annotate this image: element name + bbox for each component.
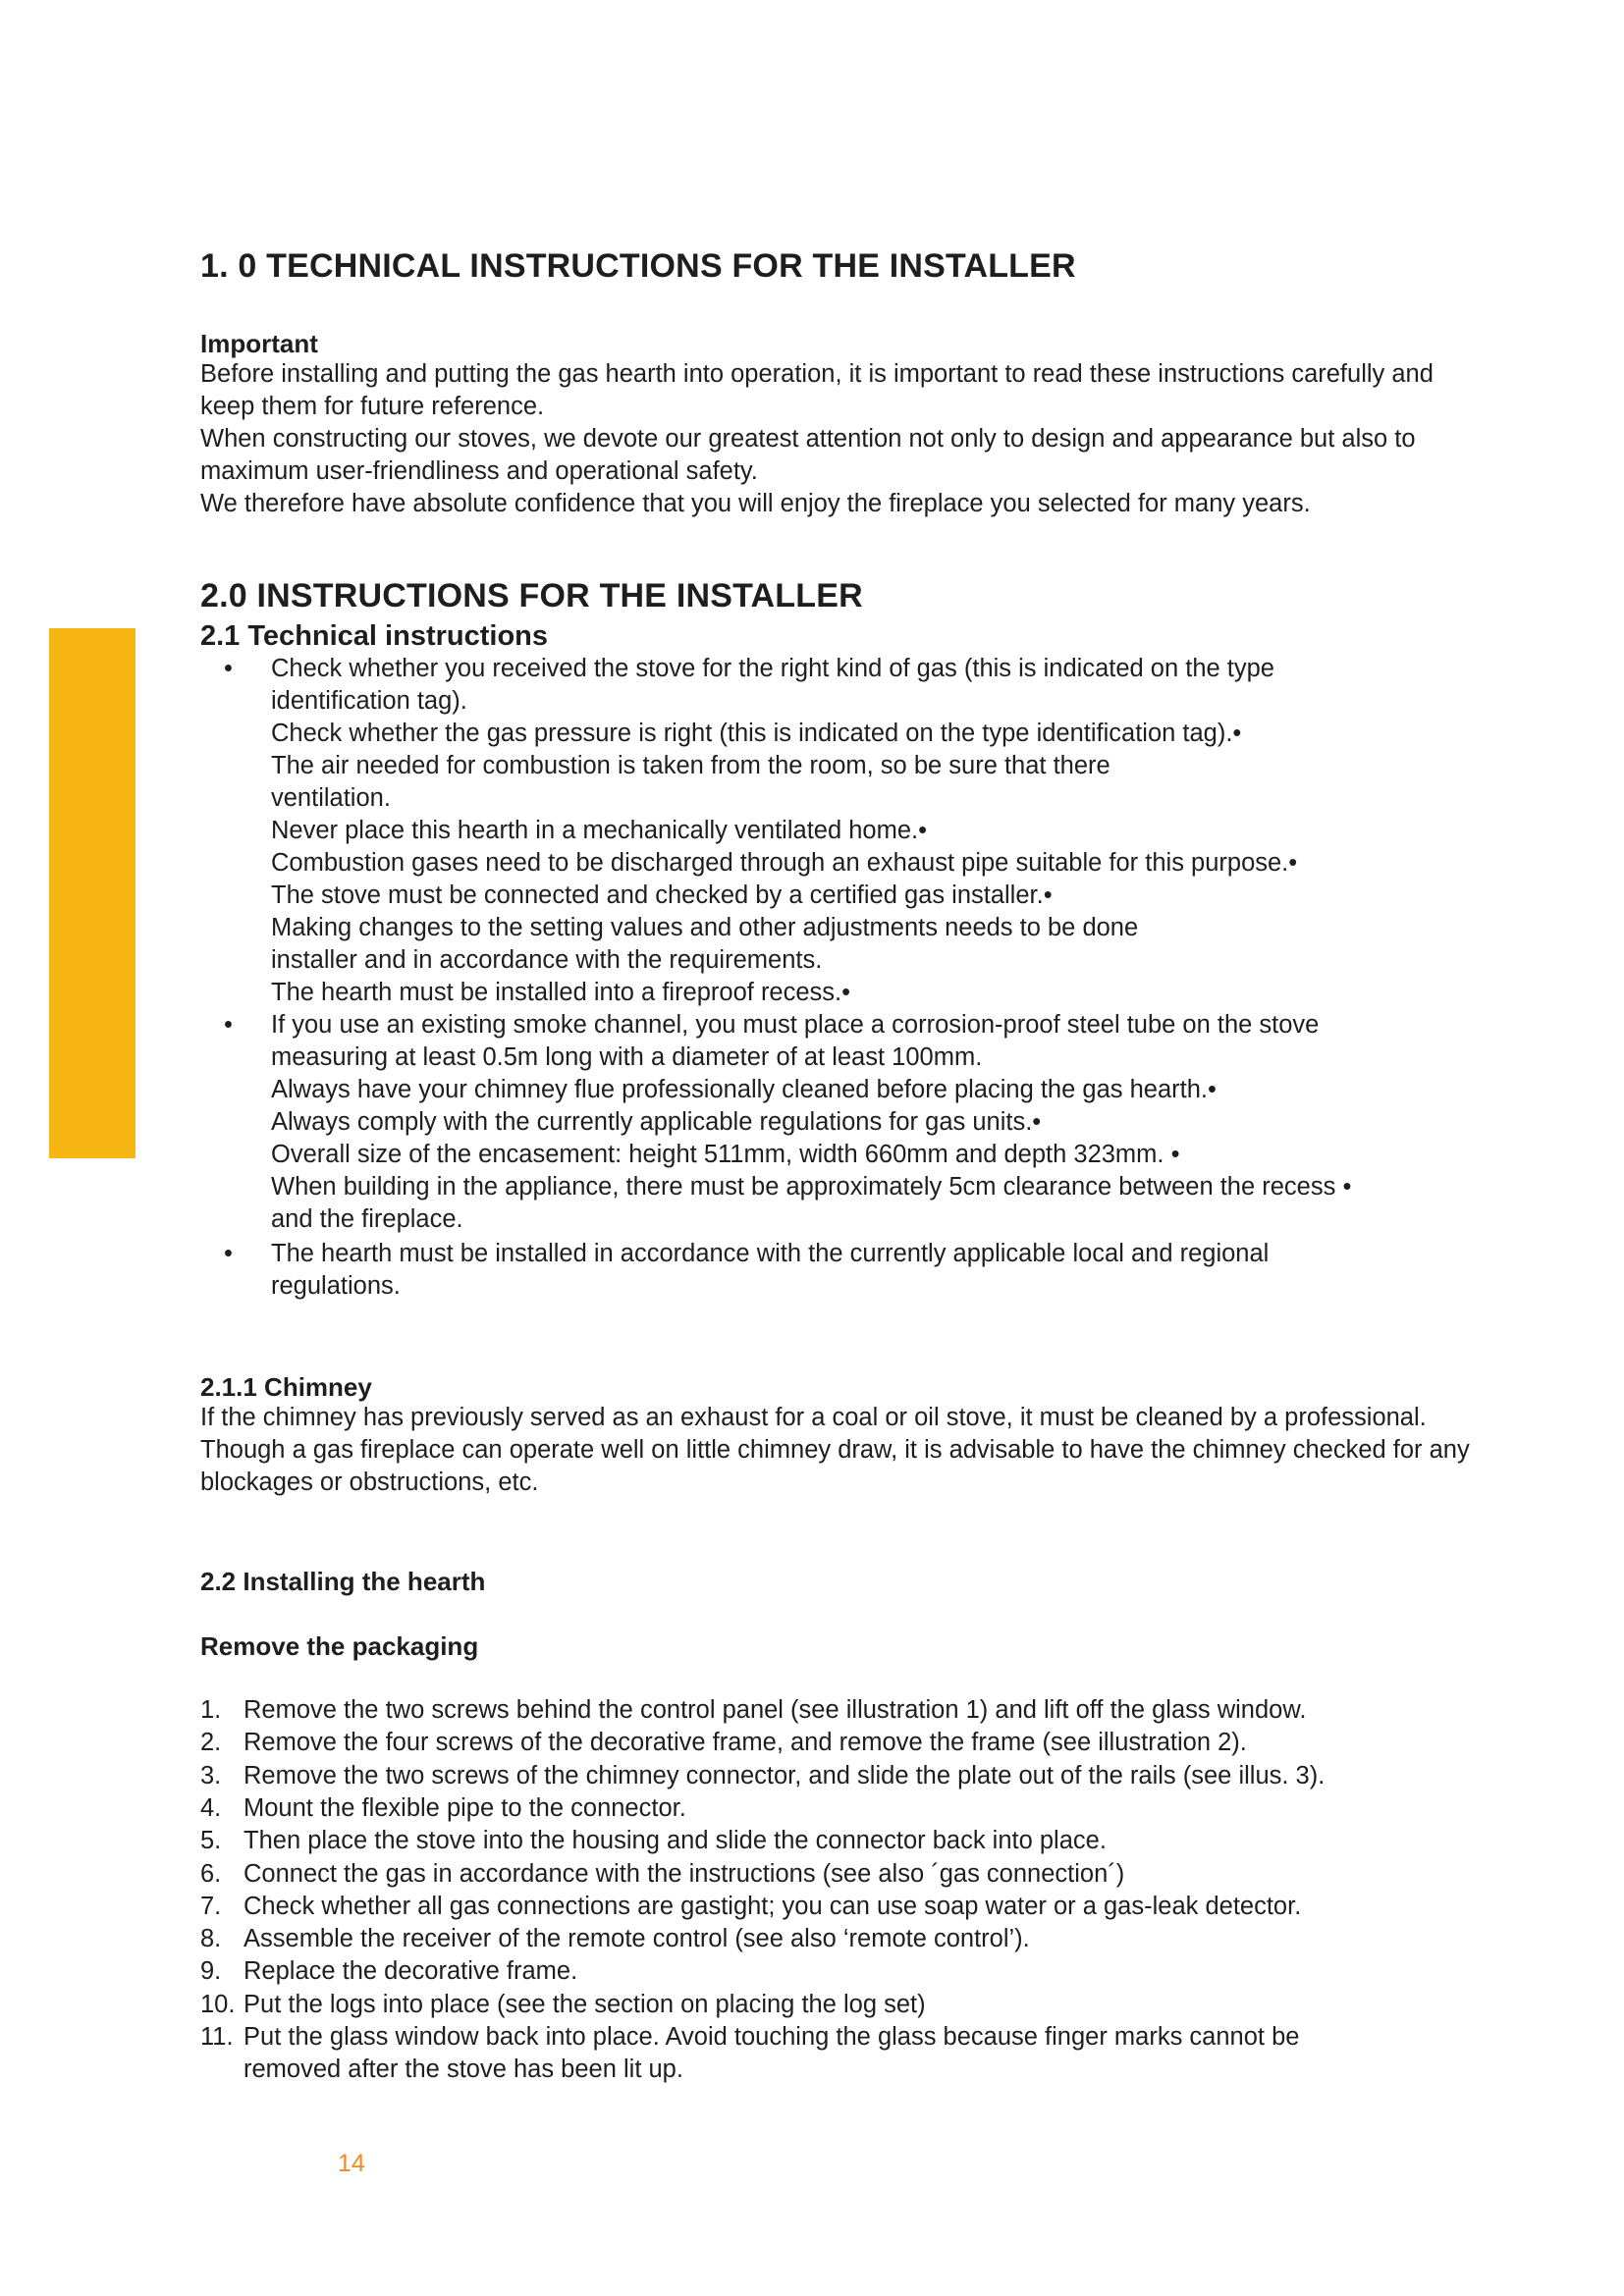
step-text: Remove the two screws of the chimney connector, and slide the plate out of the rails (see illus. 3). (244, 1761, 1326, 1789)
remove-packaging-title: Remove the packaging (200, 1631, 479, 1661)
step-text: Assemble the receiver of the remote control (see also ‘remote control’). (244, 1925, 1030, 1953)
step-number: 4. (200, 1793, 222, 1822)
list-item (200, 1694, 1306, 1727)
step-number: 7. (200, 1892, 222, 1920)
step-number: 9. (200, 1957, 222, 1986)
accent-side-bar (49, 628, 135, 1158)
step-number: 2. (200, 1729, 222, 1757)
important-paragraph-2: When constructing our stoves, we devote our greatest attention not only to design and appearance but also to maximum user-friendliness and operational safety. (200, 425, 1416, 485)
step-number: 6. (200, 1859, 222, 1888)
bullet-line: Always comply with the currently applicable regulations for gas units.• (271, 1108, 1042, 1136)
bullet-line: Combustion gases need to be discharged through an exhaust pipe suitable for this purpose.• (271, 849, 1298, 877)
bullet-line: ventilation. (271, 784, 391, 812)
step-text: Mount the flexible pipe to the connector. (244, 1793, 686, 1822)
step-number: 1. (200, 1696, 222, 1724)
bullet-line: The stove must be connected and checked by a certified gas installer.• (271, 881, 1053, 909)
step-text: Connect the gas in accordance with the instructions (see also ´gas connection´) (244, 1859, 1125, 1888)
list-item (200, 2054, 683, 2086)
step-text: Check whether all gas connections are gastight; you can use soap water or a gas-leak detector. (244, 1892, 1302, 1920)
section-2-title: 2.0 INSTRUCTIONS FOR THE INSTALLER (200, 577, 863, 614)
bullet-line: and the fireplace. (271, 1205, 463, 1233)
step-text: Replace the decorative frame. (244, 1957, 578, 1986)
bullet-marker: • (224, 1011, 233, 1039)
step-text: Remove the four screws of the decorative frame, and remove the frame (see illustration 2). (244, 1729, 1247, 1757)
section-2-2-title: 2.2 Installing the hearth (200, 1567, 486, 1596)
bullet-line: measuring at least 0.5m long with a diameter of at least 100mm. (271, 1043, 983, 1071)
important-label: Important (200, 329, 318, 358)
bullet-marker: • (224, 655, 233, 682)
step-text: Put the logs into place (see the section on placing the log set) (244, 1990, 926, 2018)
bullet-line: Making changes to the setting values and other adjustments needs to be done (271, 914, 1139, 941)
bullet-line: Check whether you received the stove for the right kind of gas (this is indicated on the type (271, 655, 1274, 682)
bullet-line: When building in the appliance, there must be approximately 5cm clearance between the recess • (271, 1173, 1352, 1201)
list-item (200, 1989, 926, 2021)
bullet-line: Check whether the gas pressure is right (this is indicated on the type identification tag).• (271, 720, 1242, 747)
page-number: 14 (338, 2150, 365, 2177)
list-item (200, 1923, 1030, 1955)
step-text: removed after the stove has been lit up. (244, 2056, 683, 2084)
step-text: Then place the stove into the housing and slide the connector back into place. (244, 1827, 1107, 1855)
step-text: Remove the two screws behind the control panel (see illustration 1) and lift off the glass window. (244, 1696, 1307, 1724)
step-number: 11. (200, 2023, 234, 2051)
list-item (200, 1891, 1301, 1923)
section-2-1-title: 2.1 Technical instructions (200, 620, 549, 652)
important-paragraph-1: Before installing and putting the gas hearth into operation, it is important to read these instructions carefully and keep them for future reference. (200, 360, 1434, 420)
list-item (200, 2021, 1299, 2054)
important-paragraph-3: We therefore have absolute confidence that you will enjoy the fireplace you selected for many years. (200, 490, 1311, 517)
step-number: 8. (200, 1925, 222, 1953)
bullet-line: Overall size of the encasement: height 511mm, width 660mm and depth 323mm. • (271, 1141, 1180, 1168)
list-item (200, 1858, 1124, 1891)
step-number: 3. (200, 1761, 222, 1789)
bullet-line: The hearth must be installed into a fireproof recess.• (271, 979, 851, 1006)
step-text: Put the glass window back into place. Avoid touching the glass because finger marks cannot be (244, 2023, 1300, 2051)
bullet-line: Never place this hearth in a mechanically ventilated home.• (271, 817, 928, 844)
list-item (200, 1727, 1247, 1759)
list-item (200, 1955, 577, 1988)
bullet-line: If you use an existing smoke channel, you must place a corrosion-proof steel tube on the stove (271, 1011, 1320, 1039)
step-number: 10. (200, 1990, 236, 2018)
list-item (200, 1760, 1325, 1792)
bullet-line: regulations. (271, 1272, 401, 1300)
bullet-line: The air needed for combustion is taken from the room, so be sure that there (271, 752, 1110, 779)
important-text (200, 358, 1477, 520)
bullet-line: The hearth must be installed in accordance with the currently applicable local and regional (271, 1240, 1270, 1267)
bullet-line: identification tag). (271, 687, 467, 715)
list-item (200, 1825, 1107, 1857)
section-2-1-1-title: 2.1.1 Chimney (200, 1372, 372, 1402)
list-item (200, 1792, 686, 1825)
chimney-text: If the chimney has previously served as an exhaust for a coal or oil stove, it must be cleaned by a professional. Though a gas fireplace can operate well on little chimney draw, it is advisable to have the chimney checked for any blockages or obstructions, etc. (200, 1404, 1470, 1496)
bullet-line: installer and in accordance with the requirements. (271, 946, 823, 974)
bullet-line: Always have your chimney flue professionally cleaned before placing the gas hearth.• (271, 1076, 1217, 1103)
section-1-title: 1. 0 TECHNICAL INSTRUCTIONS FOR THE INSTALLER (200, 247, 1076, 285)
step-number: 5. (200, 1827, 222, 1855)
bullet-marker: • (224, 1240, 233, 1267)
